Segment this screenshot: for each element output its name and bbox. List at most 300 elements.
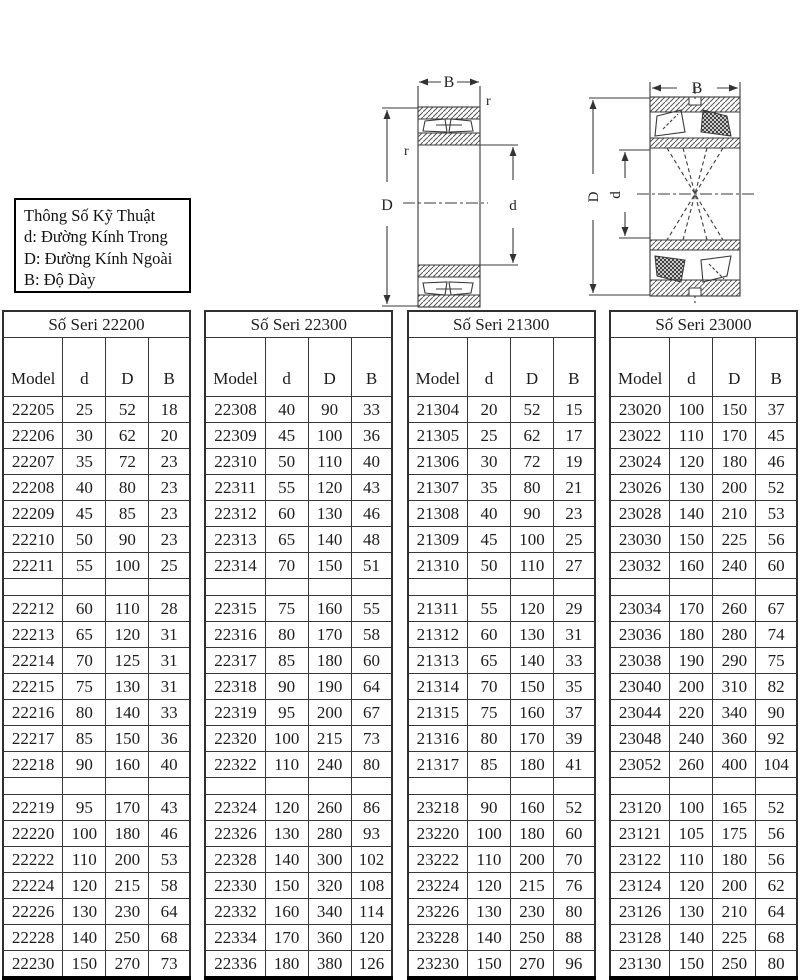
- table-row: [610, 674, 797, 700]
- table-cell: 340: [713, 700, 756, 726]
- table-cell: 23124: [610, 873, 670, 899]
- table-cell: 23228: [408, 925, 468, 951]
- spec-legend: [14, 198, 191, 293]
- table-row: [205, 700, 392, 726]
- table-cell: 22309: [205, 423, 265, 449]
- table-cell: 85: [467, 752, 510, 778]
- table-row: [610, 553, 797, 579]
- table-cell: 80: [265, 622, 308, 648]
- table-cell: 120: [63, 873, 106, 899]
- table-cell: 270: [510, 951, 553, 979]
- table-cell: 200: [713, 475, 756, 501]
- table-cell: 180: [670, 622, 713, 648]
- table-cell: 215: [510, 873, 553, 899]
- table-cell: 110: [510, 553, 553, 579]
- table-cell: 102: [351, 847, 392, 873]
- table-cell: 22219: [3, 795, 63, 821]
- table-row: [205, 596, 392, 622]
- table-cell: 23222: [408, 847, 468, 873]
- table-row: [3, 726, 190, 752]
- table-cell: 22315: [205, 596, 265, 622]
- table-cell: 23130: [610, 951, 670, 979]
- table-cell: 93: [351, 821, 392, 847]
- dim-d-label: d: [608, 191, 624, 199]
- table-cell: 52: [553, 795, 594, 821]
- roller-bottom-right: [701, 256, 731, 282]
- table-cell: 56: [756, 527, 797, 553]
- table-cell: 120: [510, 596, 553, 622]
- table-cell: 225: [713, 527, 756, 553]
- table-cell: 150: [265, 873, 308, 899]
- table-cell: 280: [308, 821, 351, 847]
- column-header: B: [553, 338, 594, 397]
- roller-bottom-left: [655, 256, 685, 282]
- table-row: [408, 951, 595, 979]
- table-cell: 180: [510, 821, 553, 847]
- table-row: [205, 847, 392, 873]
- table-row: [205, 873, 392, 899]
- table-cell: 23218: [408, 795, 468, 821]
- table-cell: 25: [63, 397, 106, 423]
- table-cell: 95: [63, 795, 106, 821]
- table-cell: 140: [308, 527, 351, 553]
- table-row: [408, 925, 595, 951]
- table-row: [3, 951, 190, 979]
- table-cell: 260: [670, 752, 713, 778]
- table-cell: 160: [106, 752, 149, 778]
- table-cell: 23121: [610, 821, 670, 847]
- table-cell: 62: [756, 873, 797, 899]
- table-cell: 62: [106, 423, 149, 449]
- table-cell: 130: [308, 501, 351, 527]
- table-cell: 22317: [205, 648, 265, 674]
- table-row: [205, 925, 392, 951]
- table-cell: 21307: [408, 475, 468, 501]
- table-row: [3, 700, 190, 726]
- table-cell: 60: [265, 501, 308, 527]
- table-cell: 52: [510, 397, 553, 423]
- table-cell: 25: [467, 423, 510, 449]
- table-row: [408, 700, 595, 726]
- table-row: [610, 821, 797, 847]
- legend-line-d: d: Đường Kính Trong: [24, 227, 168, 247]
- table-cell: 260: [713, 596, 756, 622]
- column-header: Model: [610, 338, 670, 397]
- legend-line-D: D: Đường Kính Ngoài: [24, 248, 173, 268]
- table-cell: 120: [308, 475, 351, 501]
- table-row: [3, 527, 190, 553]
- table-cell: 64: [756, 899, 797, 925]
- table-cell: 360: [713, 726, 756, 752]
- table-cell: 200: [670, 674, 713, 700]
- table-cell: 23122: [610, 847, 670, 873]
- table-row: [3, 847, 190, 873]
- table-row: [3, 449, 190, 475]
- table-row: [408, 821, 595, 847]
- table-cell: 35: [467, 475, 510, 501]
- table-cell: 225: [713, 925, 756, 951]
- table-cell: 140: [265, 847, 308, 873]
- column-header-row: [205, 338, 392, 397]
- table-cell: 230: [510, 899, 553, 925]
- table-cell: 126: [351, 951, 392, 979]
- table-cell: 110: [670, 423, 713, 449]
- table-cell: 23044: [610, 700, 670, 726]
- table-cell: 280: [713, 622, 756, 648]
- table-cell: 65: [265, 527, 308, 553]
- table-cell: 340: [308, 899, 351, 925]
- lube-groove-bottom: [689, 288, 701, 296]
- table-cell: 80: [553, 899, 594, 925]
- table-cell: 21306: [408, 449, 468, 475]
- table-row: [205, 553, 392, 579]
- table-cell: 80: [510, 475, 553, 501]
- table-cell: 250: [510, 925, 553, 951]
- table-row: [205, 501, 392, 527]
- table-cell: 21314: [408, 674, 468, 700]
- table-cell: 21: [553, 475, 594, 501]
- table-cell: 23048: [610, 726, 670, 752]
- table-cell: 120: [467, 873, 510, 899]
- table-cell: 22230: [3, 951, 63, 979]
- table-row: [408, 423, 595, 449]
- table-cell: 23024: [610, 449, 670, 475]
- table-row: [205, 622, 392, 648]
- table-cell: 29: [553, 596, 594, 622]
- table-cell: 23030: [610, 527, 670, 553]
- table-cell: 92: [756, 726, 797, 752]
- legend-line-B: B: Độ Dày: [24, 270, 96, 290]
- table-cell: 35: [553, 674, 594, 700]
- table-row: [610, 596, 797, 622]
- table-cell: 50: [265, 449, 308, 475]
- table-row: [408, 553, 595, 579]
- table-cell: 250: [713, 951, 756, 979]
- roller-top-left: [655, 110, 685, 136]
- table-cell: 21310: [408, 553, 468, 579]
- table-cell: 75: [756, 648, 797, 674]
- table-cell: 23: [149, 475, 190, 501]
- table-cell: 80: [467, 726, 510, 752]
- table-row: [3, 674, 190, 700]
- table-cell: 60: [467, 622, 510, 648]
- table-cell: 21311: [408, 596, 468, 622]
- series-tables: [0, 310, 800, 973]
- table-cell: 90: [63, 752, 106, 778]
- table-cell: 85: [63, 726, 106, 752]
- table-cell: 22316: [205, 622, 265, 648]
- table-cell: 160: [308, 596, 351, 622]
- table-cell: 130: [265, 821, 308, 847]
- series-header-row: [3, 311, 190, 338]
- table-cell: 22322: [205, 752, 265, 778]
- table-cell: 58: [351, 622, 392, 648]
- table-cell: 310: [713, 674, 756, 700]
- table-row: [3, 648, 190, 674]
- table-cell: 108: [351, 873, 392, 899]
- table-cell: 90: [106, 527, 149, 553]
- table-row: [205, 423, 392, 449]
- column-header: Model: [205, 338, 265, 397]
- table-cell: 21308: [408, 501, 468, 527]
- table-row: [408, 752, 595, 778]
- column-header: B: [149, 338, 190, 397]
- table-cell: 200: [510, 847, 553, 873]
- separator-row: [610, 778, 797, 795]
- table-cell: 33: [351, 397, 392, 423]
- table-row: [205, 752, 392, 778]
- series-table: [2, 310, 191, 980]
- table-cell: 110: [106, 596, 149, 622]
- series-table: [204, 310, 393, 980]
- table-cell: 53: [756, 501, 797, 527]
- table-cell: 27: [553, 553, 594, 579]
- table-cell: 180: [308, 648, 351, 674]
- table-cell: 22326: [205, 821, 265, 847]
- table-row: [610, 648, 797, 674]
- separator-row: [3, 579, 190, 596]
- table-cell: 130: [106, 674, 149, 700]
- table-cell: 40: [351, 449, 392, 475]
- table-cell: 80: [106, 475, 149, 501]
- table-row: [205, 821, 392, 847]
- table-cell: 150: [670, 951, 713, 979]
- dim-d-label: d: [509, 198, 517, 214]
- table-cell: 160: [265, 899, 308, 925]
- column-header-row: [3, 338, 190, 397]
- table-row: [3, 899, 190, 925]
- table-cell: 20: [149, 423, 190, 449]
- table-cell: 50: [63, 527, 106, 553]
- table-row: [610, 899, 797, 925]
- table-row: [408, 873, 595, 899]
- table-cell: 180: [713, 449, 756, 475]
- diagram-area: [0, 0, 800, 310]
- table-cell: 85: [265, 648, 308, 674]
- table-cell: 22324: [205, 795, 265, 821]
- table-cell: 22313: [205, 527, 265, 553]
- table-cell: 33: [149, 700, 190, 726]
- table-cell: 250: [106, 925, 149, 951]
- table-cell: 23226: [408, 899, 468, 925]
- bearing-section-diagram: [378, 62, 530, 312]
- table-row: [3, 821, 190, 847]
- table-cell: 130: [63, 899, 106, 925]
- table-cell: 23: [149, 501, 190, 527]
- table-cell: 60: [553, 821, 594, 847]
- table-cell: 22330: [205, 873, 265, 899]
- table-cell: 68: [756, 925, 797, 951]
- table-row: [408, 648, 595, 674]
- table-cell: 45: [756, 423, 797, 449]
- table-cell: 150: [63, 951, 106, 979]
- table-cell: 15: [553, 397, 594, 423]
- table-cell: 23040: [610, 674, 670, 700]
- table-cell: 22336: [205, 951, 265, 979]
- table-cell: 60: [351, 648, 392, 674]
- table-cell: 160: [510, 700, 553, 726]
- table-row: [3, 795, 190, 821]
- table-cell: 30: [63, 423, 106, 449]
- table-cell: 86: [351, 795, 392, 821]
- roller-top-right: [701, 110, 731, 136]
- table-cell: 23: [149, 527, 190, 553]
- table-cell: 20: [467, 397, 510, 423]
- table-cell: 23028: [610, 501, 670, 527]
- table-row: [610, 925, 797, 951]
- table-row: [408, 795, 595, 821]
- series-table: [609, 310, 798, 980]
- table-cell: 53: [149, 847, 190, 873]
- table-cell: 37: [553, 700, 594, 726]
- table-cell: 22319: [205, 700, 265, 726]
- table-cell: 22217: [3, 726, 63, 752]
- table-cell: 22310: [205, 449, 265, 475]
- table-cell: 100: [106, 553, 149, 579]
- table-cell: 200: [106, 847, 149, 873]
- table-cell: 170: [510, 726, 553, 752]
- table-cell: 100: [467, 821, 510, 847]
- table-cell: 140: [63, 925, 106, 951]
- table-cell: 80: [351, 752, 392, 778]
- table-cell: 140: [106, 700, 149, 726]
- table-cell: 80: [756, 951, 797, 979]
- table-cell: 380: [308, 951, 351, 979]
- table-cell: 55: [467, 596, 510, 622]
- table-cell: 22212: [3, 596, 63, 622]
- table-cell: 22209: [3, 501, 63, 527]
- table-cell: 23128: [610, 925, 670, 951]
- table-cell: 31: [553, 622, 594, 648]
- separator-row: [610, 579, 797, 596]
- table-cell: 62: [510, 423, 553, 449]
- column-header: d: [670, 338, 713, 397]
- table-cell: 22207: [3, 449, 63, 475]
- column-header: D: [308, 338, 351, 397]
- table-cell: 56: [756, 821, 797, 847]
- table-cell: 120: [670, 873, 713, 899]
- table-cell: 23034: [610, 596, 670, 622]
- table-cell: 72: [106, 449, 149, 475]
- table-row: [610, 873, 797, 899]
- table-cell: 180: [713, 847, 756, 873]
- table-row: [3, 873, 190, 899]
- table-row: [610, 951, 797, 979]
- table-row: [408, 397, 595, 423]
- radius-r-top-label: r: [486, 94, 491, 109]
- table-cell: 170: [106, 795, 149, 821]
- table-row: [408, 622, 595, 648]
- table-cell: 150: [106, 726, 149, 752]
- table-cell: 22206: [3, 423, 63, 449]
- table-cell: 28: [149, 596, 190, 622]
- table-cell: 21317: [408, 752, 468, 778]
- table-cell: 23038: [610, 648, 670, 674]
- bearing-detail-diagram: [585, 52, 800, 307]
- table-row: [408, 475, 595, 501]
- table-cell: 21309: [408, 527, 468, 553]
- table-cell: 51: [351, 553, 392, 579]
- table-cell: 100: [670, 795, 713, 821]
- table-cell: 100: [308, 423, 351, 449]
- table-cell: 230: [106, 899, 149, 925]
- table-cell: 22214: [3, 648, 63, 674]
- table-cell: 45: [63, 501, 106, 527]
- table-cell: 22312: [205, 501, 265, 527]
- table-row: [610, 397, 797, 423]
- table-cell: 21305: [408, 423, 468, 449]
- table-cell: 31: [149, 674, 190, 700]
- table-cell: 104: [756, 752, 797, 778]
- table-row: [610, 475, 797, 501]
- table-cell: 140: [670, 925, 713, 951]
- table-cell: 400: [713, 752, 756, 778]
- table-row: [3, 925, 190, 951]
- table-cell: 95: [265, 700, 308, 726]
- table-cell: 43: [351, 475, 392, 501]
- table-cell: 100: [670, 397, 713, 423]
- series-table: [407, 310, 596, 980]
- table-cell: 190: [670, 648, 713, 674]
- table-cell: 160: [510, 795, 553, 821]
- column-header: d: [63, 338, 106, 397]
- table-cell: 41: [553, 752, 594, 778]
- column-header: B: [351, 338, 392, 397]
- table-cell: 150: [467, 951, 510, 979]
- table-cell: 22220: [3, 821, 63, 847]
- table-row: [610, 795, 797, 821]
- column-header: d: [467, 338, 510, 397]
- table-row: [610, 726, 797, 752]
- table-cell: 31: [149, 622, 190, 648]
- table-cell: 100: [63, 821, 106, 847]
- table-cell: 23: [553, 501, 594, 527]
- table-row: [205, 951, 392, 979]
- table-cell: 80: [63, 700, 106, 726]
- table-cell: 130: [670, 899, 713, 925]
- table-cell: 120: [106, 622, 149, 648]
- series-title: Số Seri 23000: [610, 311, 797, 338]
- table-cell: 64: [351, 674, 392, 700]
- table-cell: 60: [63, 596, 106, 622]
- table-cell: 260: [308, 795, 351, 821]
- table-cell: 96: [553, 951, 594, 979]
- table-row: [408, 674, 595, 700]
- table-cell: 45: [265, 423, 308, 449]
- table-cell: 68: [149, 925, 190, 951]
- table-row: [610, 527, 797, 553]
- table-row: [610, 423, 797, 449]
- table-cell: 23020: [610, 397, 670, 423]
- table-cell: 105: [670, 821, 713, 847]
- table-cell: 67: [756, 596, 797, 622]
- table-cell: 120: [670, 449, 713, 475]
- table-row: [205, 449, 392, 475]
- table-cell: 23022: [610, 423, 670, 449]
- table-row: [3, 553, 190, 579]
- separator-row: [3, 778, 190, 795]
- table-cell: 21304: [408, 397, 468, 423]
- table-cell: 22222: [3, 847, 63, 873]
- table-row: [610, 501, 797, 527]
- dim-B-label: B: [443, 74, 455, 91]
- table-cell: 22320: [205, 726, 265, 752]
- table-cell: 52: [756, 475, 797, 501]
- separator-row: [205, 778, 392, 795]
- table-cell: 40: [265, 397, 308, 423]
- table-cell: 75: [467, 700, 510, 726]
- table-cell: 45: [467, 527, 510, 553]
